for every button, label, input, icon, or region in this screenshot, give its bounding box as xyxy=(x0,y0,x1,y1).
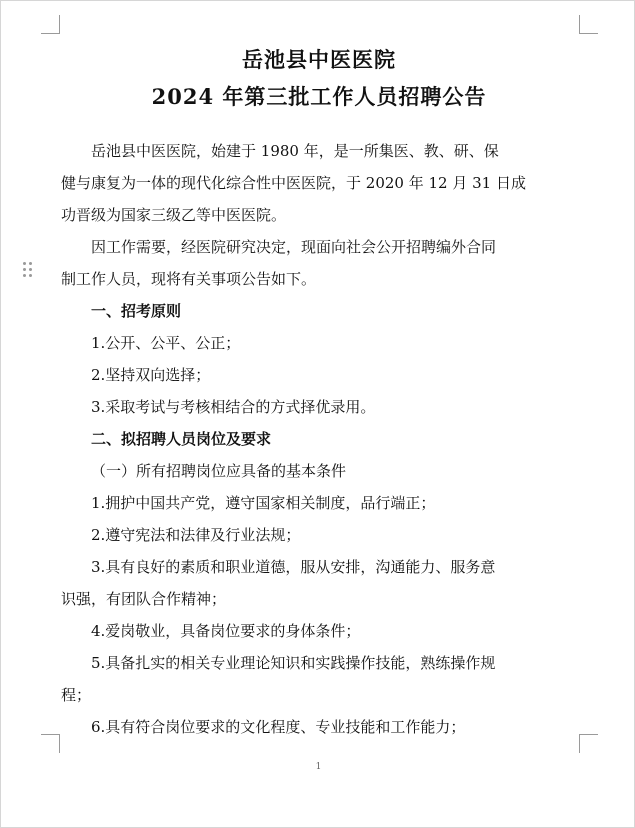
drag-handle-icon[interactable] xyxy=(23,262,33,280)
list-item: 3.具有良好的素质和职业道德，服从安排，沟通能力、服务意 xyxy=(91,558,496,576)
paragraph-reason-line-2: 制工作人员，现将有关事项公告如下。 xyxy=(61,270,317,288)
list-item: 2.坚持双向选择； xyxy=(91,366,211,384)
crop-mark-top-right xyxy=(579,15,598,34)
list-item: 5.具备扎实的相关专业理论知识和实践操作技能，熟练操作规 xyxy=(91,654,496,672)
list-item: 1.公开、公平、公正； xyxy=(91,334,241,352)
list-item: 1.拥护中国共产党，遵守国家相关制度，品行端正； xyxy=(91,494,436,512)
document-title: 岳池县中医医院 xyxy=(242,47,396,72)
list-item: 2.遵守宪法和法律及行业法规； xyxy=(91,526,301,544)
paragraph-reason-line-1: 因工作需要，经医院研究决定，现面向社会公开招聘编外合同 xyxy=(91,238,497,256)
list-item: 3.采取考试与考核相结合的方式择优录用。 xyxy=(91,398,376,416)
list-item-continuation: 识强，有团队合作精神； xyxy=(61,590,227,608)
paragraph-intro-line-1: 岳池县中医医院，始建于 1980 年，是一所集医、教、研、保 xyxy=(91,142,499,160)
paragraph-intro-line-2: 健与康复为一体的现代化综合性中医医院，于 2020 年 12 月 31 日成 xyxy=(61,174,526,192)
crop-mark-top-left xyxy=(41,15,60,34)
subsection-heading-basic-conditions: （一）所有招聘岗位应具备的基本条件 xyxy=(91,462,347,480)
section-heading-positions: 二、拟招聘人员岗位及要求 xyxy=(91,430,272,448)
list-item: 4.爱岗敬业，具备岗位要求的身体条件； xyxy=(91,622,361,640)
document-subtitle: 2024 年第三批工作人员招聘公告 xyxy=(151,84,487,109)
paragraph-intro-line-3: 功晋级为国家三级乙等中医医院。 xyxy=(61,206,287,224)
crop-mark-bottom-right xyxy=(579,734,598,753)
list-item: 6.具有符合岗位要求的文化程度、专业技能和工作能力； xyxy=(91,718,466,736)
section-heading-principles: 一、招考原则 xyxy=(91,302,182,320)
page-number: 1 xyxy=(315,762,322,772)
list-item-continuation: 程； xyxy=(61,686,92,704)
crop-mark-bottom-left xyxy=(41,734,60,753)
